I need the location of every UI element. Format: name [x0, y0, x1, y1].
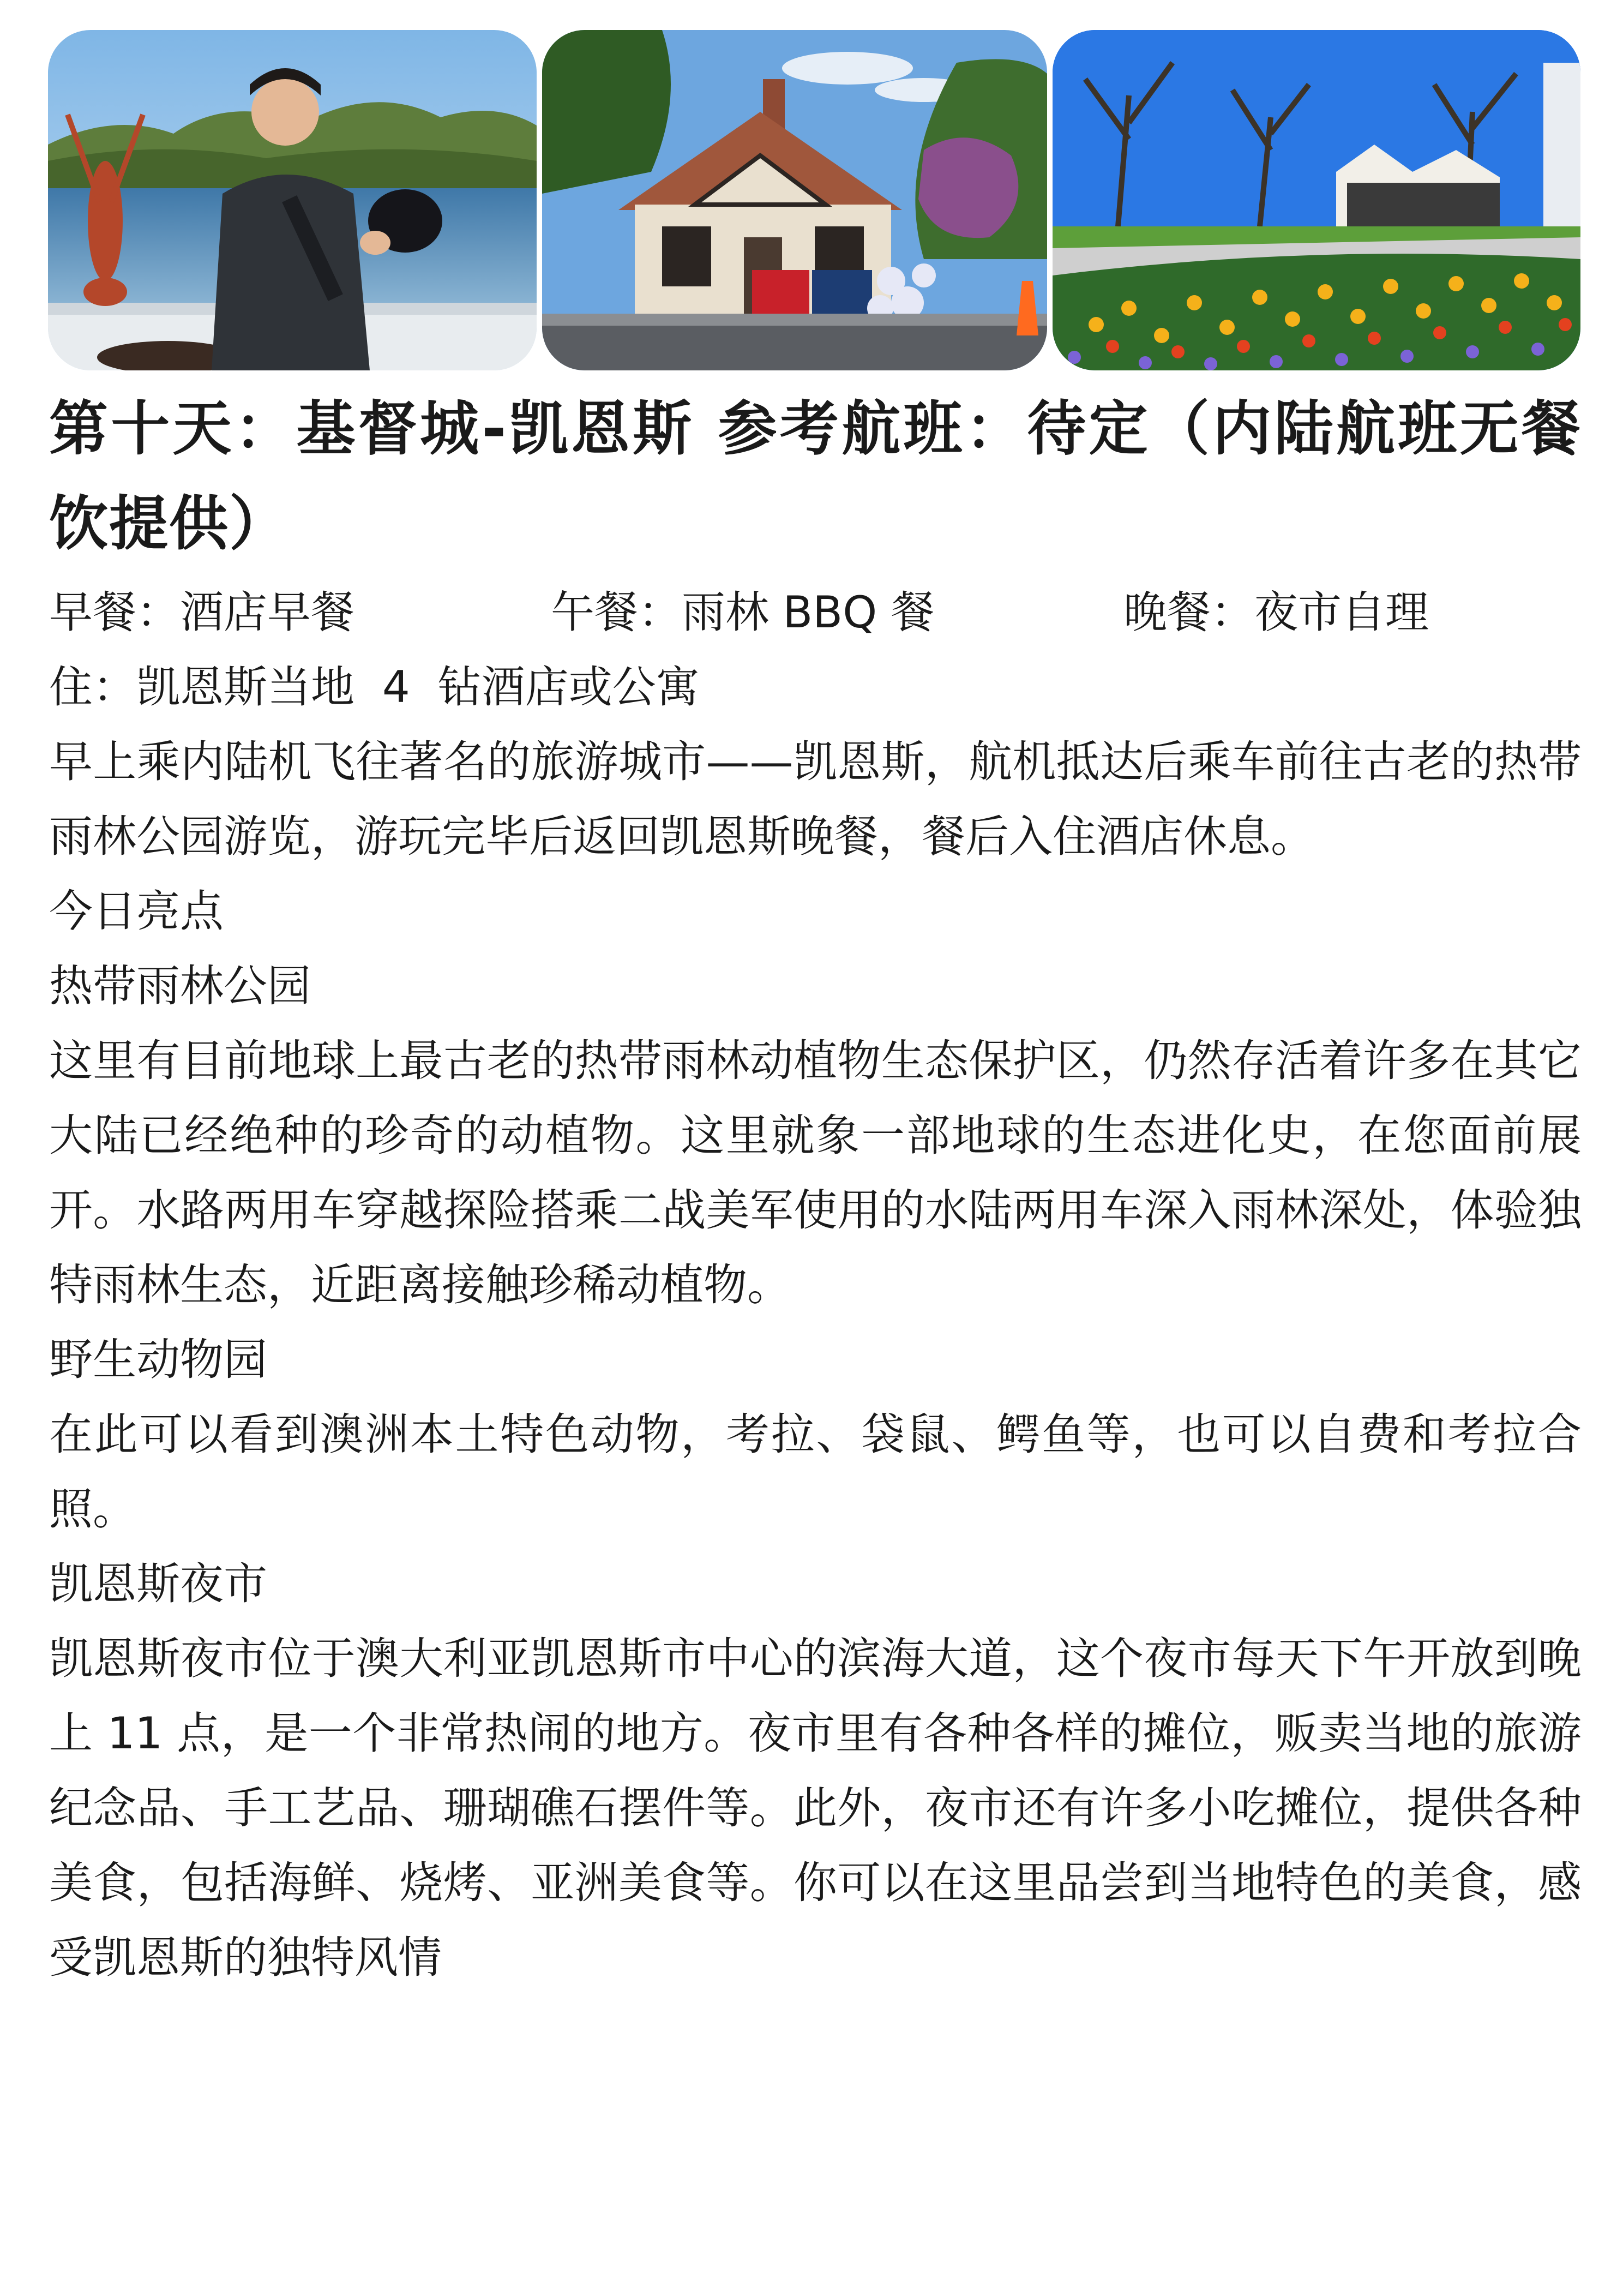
highlights-heading: 今日亮点: [49, 886, 224, 937]
section-body-night-market: 凯恩斯夜市位于澳大利亚凯恩斯市中心的滨海大道，这个夜市每天下午开放到晚上 11 点，是一个非常热闹的地方。夜市里有各种各样的摊位，贩卖当地的旅游纪念品、手工艺品、珊瑚礁石摆件等。此外，夜市还有许多小吃摊位，提供各种美食，包括海鲜、烧烤、亚洲美食等。你可以在这里品尝到当地特色的美食，感受凯恩斯的独特风情: [49, 1633, 1582, 1983]
accommodation: 住：凯恩斯当地 4 钻酒店或公寓: [49, 662, 700, 712]
meal-breakfast: 早餐：酒店早餐: [49, 587, 354, 638]
photo-lobster-boat: [48, 30, 537, 370]
section-heading-wildlife: 野生动物园: [49, 1334, 267, 1385]
photo-strip: [48, 30, 1580, 370]
section-body-rainforest: 这里有目前地球上最古老的热带雨林动植物生态保护区，仍然存活着许多在其它大陆已经绝种的珍奇的动植物。这里就象一部地球的生态进化史，在您面前展开。水路两用车穿越探险搭乘二战美军使用的水陆两用车深入雨林深处，体验独特雨林生态，近距离接触珍稀动植物。: [49, 1035, 1582, 1310]
section-body-wildlife: 在此可以看到澳洲本土特色动物，考拉、袋鼠、鳄鱼等，也可以自费和考拉合照。: [49, 1409, 1582, 1534]
meal-dinner: 晚餐：夜市自理: [1123, 587, 1429, 638]
itinerary-day: [49, 382, 1582, 1995]
photo-garden-tulips: [1053, 30, 1580, 370]
page-title: 第十天：基督城-凯恩斯 参考航班：待定（内陆航班无餐饮提供）: [49, 395, 1582, 558]
intro-paragraph: 早上乘内陆机飞往著名的旅游城市——凯恩斯，航机抵达后乘车前往古老的热带雨林公园游览，游玩完毕后返回凯恩斯晚餐，餐后入住酒店休息。: [49, 736, 1582, 862]
section-heading-night-market: 凯恩斯夜市: [49, 1558, 267, 1609]
section-heading-rainforest: 热带雨林公园: [49, 961, 311, 1011]
meals-row: [49, 575, 1582, 650]
meal-lunch: 午餐：雨林 BBQ 餐: [551, 587, 935, 638]
photo-heritage-house: [542, 30, 1047, 370]
